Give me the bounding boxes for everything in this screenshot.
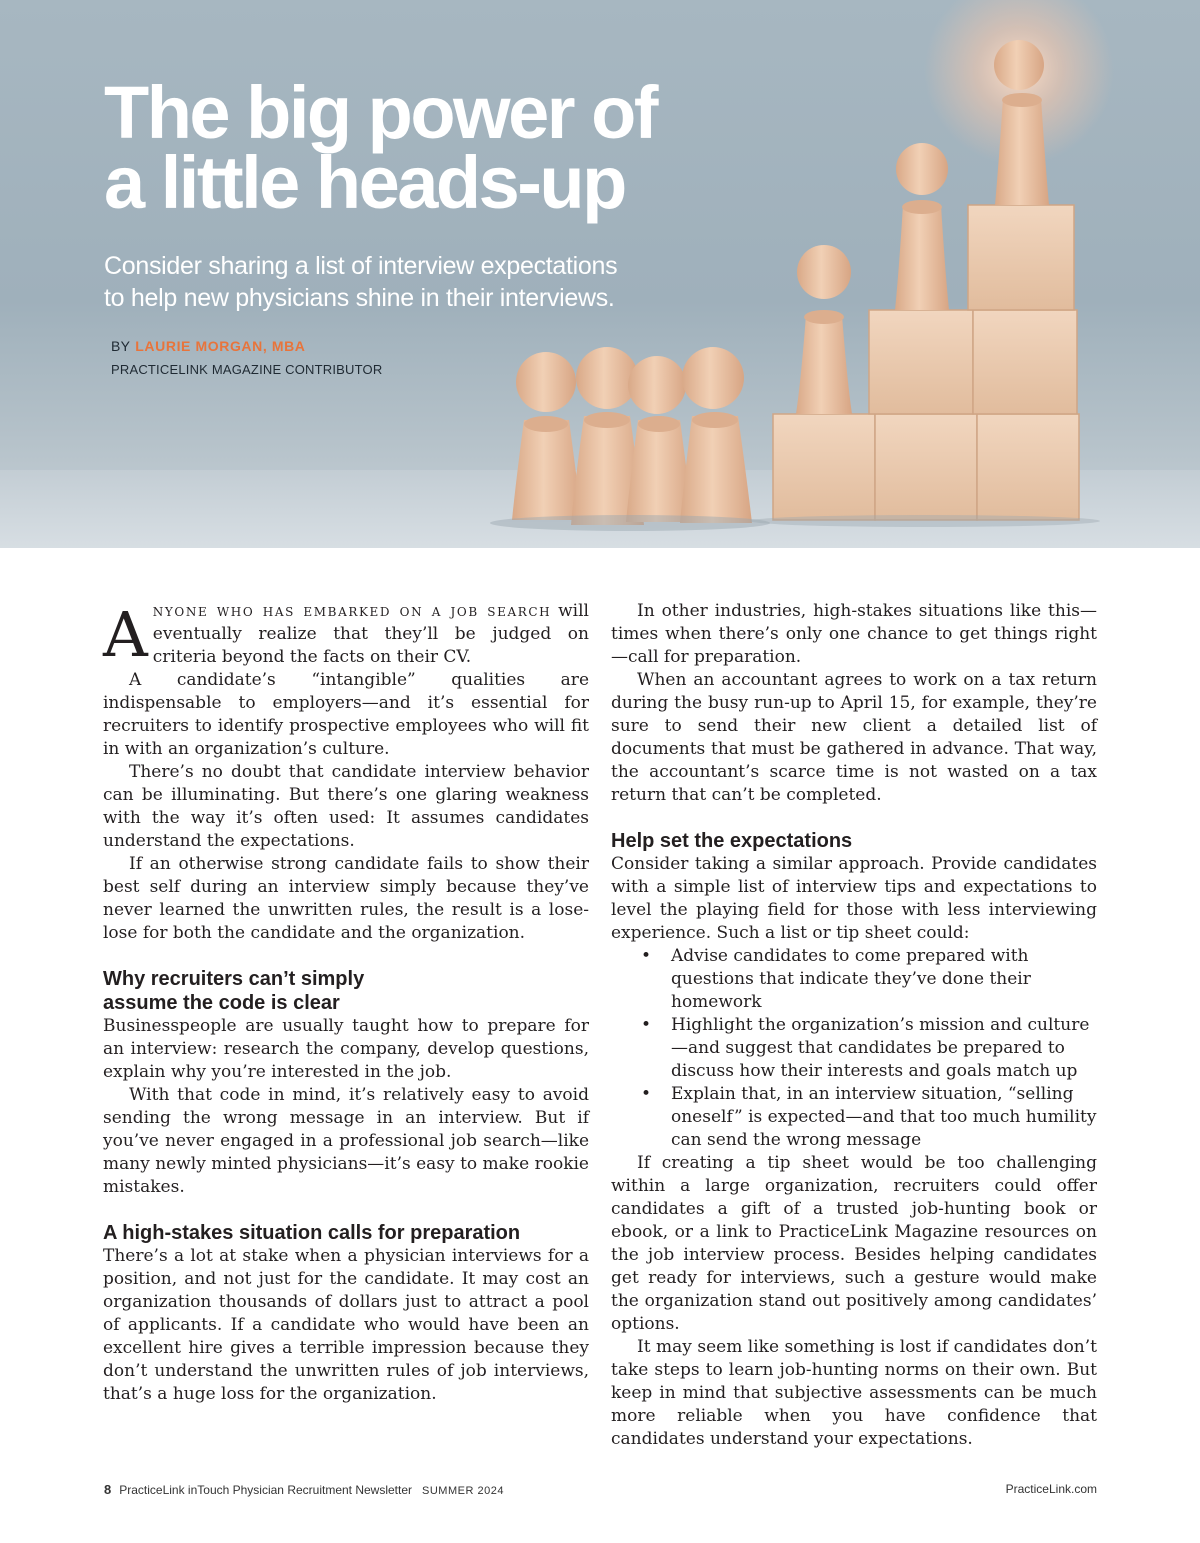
- bullet-icon: •: [641, 1015, 652, 1035]
- byline-prefix: BY: [111, 338, 131, 354]
- section-heading-help: Help set the expectations: [611, 830, 853, 852]
- paragraph: There’s no doubt that candidate interview behavior can be illuminating. But there’s one glaring weakness with the way it’s often used: It assumes candidates understand the expectations.: [103, 762, 589, 851]
- section-heading-why: [103, 967, 589, 1015]
- issue-season: SUMMER 2024: [422, 1485, 504, 1497]
- page-number: 8: [104, 1482, 112, 1497]
- paragraph: Businesspeople are usually taught how to prepare for an interview: research the company, develop questions, explain why you’re interested in the job.: [103, 1016, 589, 1082]
- paragraph: In other industries, high-stakes situations like this—times when there’s only one chance to get things right—call for preparation.: [611, 601, 1097, 667]
- author-role: PRACTICELINK MAGAZINE CONTRIBUTOR: [111, 362, 383, 377]
- tips-list: [611, 945, 1097, 1152]
- paragraph: With that code in mind, it’s relatively easy to avoid sending the wrong message in an interview. But if you’ve never engaged in a professional job search—like many newly minted physicians—it’s easy to make rookie mistakes.: [103, 1085, 589, 1197]
- author-name: LAURIE MORGAN, MBA: [135, 338, 306, 354]
- paragraph: It may seem like something is lost if candidates don’t take steps to learn job-hunting norms on their own. But keep in mind that subjective assessments can be much more reliable when you have confidence that candidates understand your expectations.: [611, 1337, 1097, 1449]
- publication-name: PracticeLink inTouch Physician Recruitment Newsletter: [119, 1483, 413, 1497]
- section-heading-stakes: A high-stakes situation calls for preparation: [103, 1222, 521, 1244]
- list-item: [611, 1083, 1097, 1152]
- list-item-text: Advise candidates to come prepared with questions that indicate they’ve done their homework: [671, 946, 1031, 1012]
- article-column-left: [103, 600, 589, 1406]
- byline: [111, 338, 306, 354]
- paragraph: Consider taking a similar approach. Provide candidates with a simple list of interview tips and expectations to level the playing field for those with less interviewing experience. Such a list or tip sheet could:: [611, 854, 1097, 943]
- intro-text: will eventually realize that they’ll be judged on criteria beyond the facts on their CV.: [152, 601, 589, 667]
- subtitle: [104, 250, 744, 314]
- website-link[interactable]: PracticeLink.com: [1005, 1482, 1097, 1496]
- drop-cap: A: [103, 598, 148, 671]
- bullet-icon: •: [641, 946, 652, 966]
- subtitle-line-1: Consider sharing a list of interview expectations: [104, 252, 618, 280]
- figures-group: [512, 347, 752, 525]
- title-line-1: The big power of: [104, 71, 656, 154]
- article-column-right: [611, 600, 1097, 1451]
- paragraph: There’s a lot at stake when a physician interviews for a position, and not just for the candidate. It may cost an organization thousands of dollars just to attract a pool of applicants. If a candidate who would have been an excellent hire gives a terrible impression because they don’t understand the unwritten rules of job interviews, that’s a huge loss for the organization.: [103, 1246, 589, 1404]
- list-item-text: Explain that, in an interview situation, “selling oneself” is expected—and that too much humility can send the wrong message: [671, 1084, 1097, 1150]
- list-item: [611, 945, 1097, 1014]
- heading-line: assume the code is clear: [103, 992, 340, 1014]
- list-item-text: Highlight the organization’s mission and culture—and suggest that candidates be prepared to discuss how their interests and goals match up: [671, 1015, 1090, 1081]
- paragraph: When an accountant agrees to work on a tax return during the busy run-up to April 15, for example, they’re sure to send their new client a detailed list of documents that must be gathered in advance. That way, the accountant’s scarce time is not wasted on a tax return that can’t be completed.: [611, 670, 1097, 805]
- intro-lead-in: nyone who has embarked on a job search: [152, 601, 552, 621]
- title-line-2: a little heads-up: [104, 141, 625, 224]
- page-title: [104, 71, 724, 224]
- list-item: [611, 1014, 1097, 1083]
- hero-banner: [0, 0, 1200, 548]
- page-footer: [104, 1482, 1097, 1497]
- heading-line: Why recruiters can’t simply: [103, 968, 365, 990]
- intro-paragraph: [103, 600, 589, 669]
- bullet-icon: •: [641, 1084, 652, 1104]
- paragraph: If creating a tip sheet would be too challenging within a large organization, recruiters could offer candidates a gift of a trusted job-hunting book or ebook, or a link to PracticeLink Magazine resources on the job interview process. Besides helping candidates get ready for interviews, such a gesture would make the organization stand out positively among candidates’ options.: [611, 1153, 1097, 1334]
- paragraph: If an otherwise strong candidate fails to show their best self during an interview simply because they’ve never learned the unwritten rules, the result is a lose-lose for both the candidate and the organization.: [103, 854, 589, 943]
- paragraph: A candidate’s “intangible” qualities are indispensable to employers—and it’s essential for recruiters to identify prospective employees who will fit in with an organization’s culture.: [103, 670, 589, 759]
- subtitle-line-2: to help new physicians shine in their interviews.: [104, 284, 615, 312]
